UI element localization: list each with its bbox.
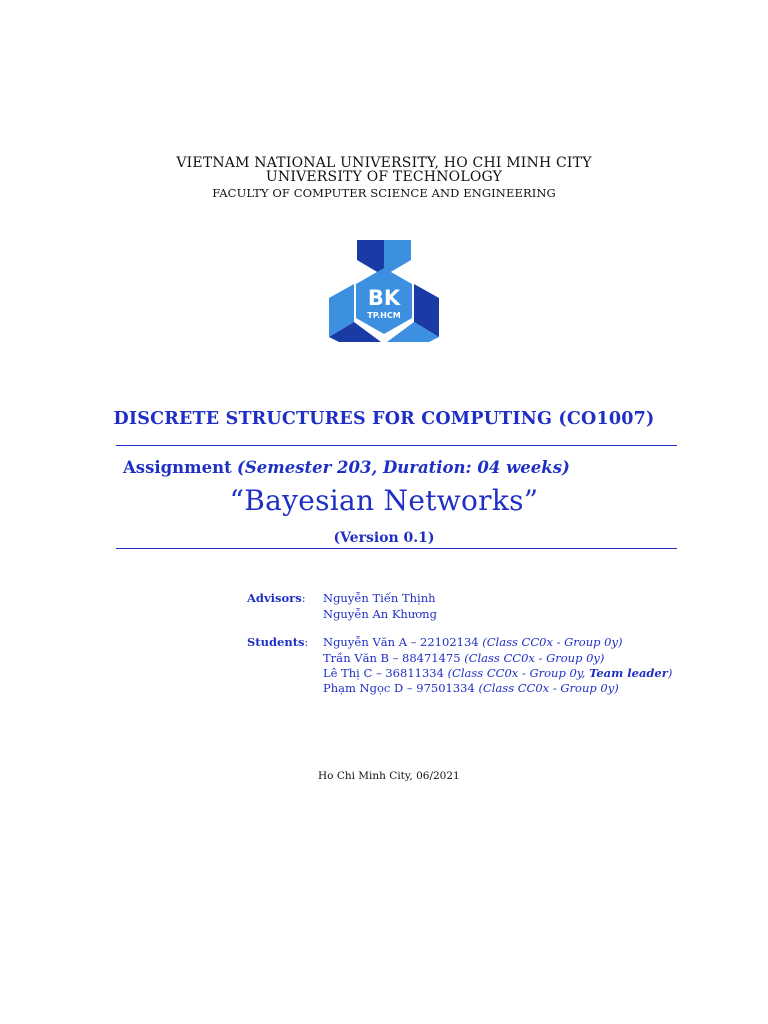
student-entry: Lê Thị C – 36811334 (Class CC0x - Group 0y, Team leader) bbox=[323, 666, 673, 680]
advisor-name: Nguyễn Tiến Thịnh bbox=[323, 591, 436, 605]
course-title: DISCRETE STRUCTURES FOR COMPUTING (CO1007) bbox=[113, 409, 655, 429]
title-rule-bottom bbox=[116, 548, 677, 549]
advisor-name: Nguyễn An Khương bbox=[323, 607, 437, 621]
logo-text-main: BK bbox=[367, 286, 401, 310]
student-entry: Nguyễn Văn A – 22102134 (Class CC0x - Group 0y) bbox=[323, 635, 623, 649]
version-label: (Version 0.1) bbox=[333, 530, 435, 546]
student-entry: Trần Văn B – 88471475 (Class CC0x - Group 0y) bbox=[323, 651, 605, 665]
assignment-title: “Bayesian Networks” bbox=[229, 484, 539, 517]
assignment-subtitle: (Semester 203, Duration: 04 weeks) bbox=[237, 458, 570, 477]
faculty-name: FACULTY OF COMPUTER SCIENCE AND ENGINEERING bbox=[212, 186, 556, 200]
student-entry: Phạm Ngọc D – 97501334 (Class CC0x - Group 0y) bbox=[323, 681, 619, 695]
bk-logo bbox=[329, 240, 439, 342]
school-name: UNIVERSITY OF TECHNOLOGY bbox=[265, 169, 503, 185]
advisors-label: Advisors: bbox=[247, 591, 306, 605]
university-name: VIETNAM NATIONAL UNIVERSITY, HO CHI MINH CITY bbox=[176, 155, 592, 171]
place-date: Ho Chi Minh City, 06/2021 bbox=[318, 770, 460, 782]
students-label: Students: bbox=[247, 635, 309, 649]
logo-text-sub: TP.HCM bbox=[367, 311, 401, 320]
title-rule-top bbox=[116, 445, 677, 446]
assignment-line bbox=[123, 458, 570, 477]
team-leader-badge: Team leader bbox=[589, 666, 668, 680]
assignment-label: Assignment bbox=[123, 458, 232, 477]
